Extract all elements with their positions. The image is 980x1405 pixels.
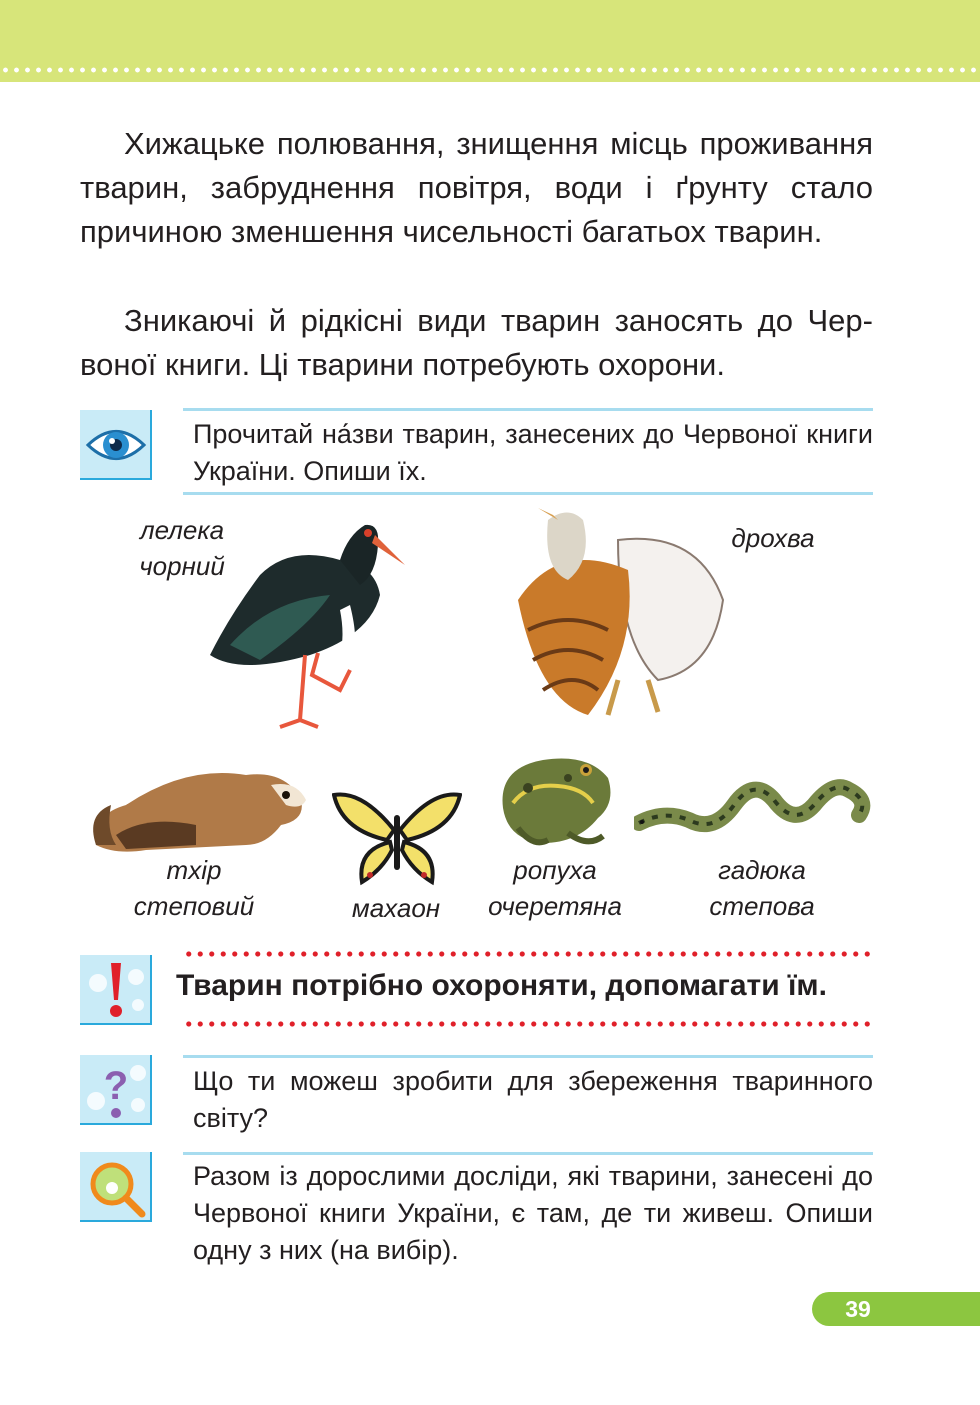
red-book-paragraph: Зникаючі й рідкісні види тварин заносять до Червоної книги. Ці тварини потребують охорони. xyxy=(80,303,873,382)
question-task-text: Що ти можеш зробити для збереження тваринного світу? xyxy=(193,1066,873,1133)
polecat-name: тхір xyxy=(166,855,222,885)
magnifier-icon xyxy=(80,1152,152,1222)
observe-task-text: Прочитай на́зви тварин, занесених до Червоної книги України. Опиши їх. xyxy=(193,419,873,486)
exclamation-icon xyxy=(80,955,152,1025)
question-rule-bottom xyxy=(183,1152,873,1155)
steppe-viper-image xyxy=(634,765,874,840)
svg-text:?: ? xyxy=(103,1064,129,1108)
research-task-text: Разом із дорослими досліди, які тварини, занесені до Червоної книги України, є там, де ти живеш. Опиши одну з них (на вибір). xyxy=(193,1161,873,1265)
task-rule-bottom xyxy=(183,492,873,495)
black-stork-image xyxy=(200,505,410,740)
question-rule-top xyxy=(183,1055,873,1058)
page-number: 39 xyxy=(845,1296,871,1322)
bustard-caption: дрохва xyxy=(731,523,815,553)
eye-icon xyxy=(80,410,152,480)
toad-caption xyxy=(478,852,632,924)
stork-species: чорний xyxy=(139,551,225,581)
viper-caption xyxy=(690,852,834,924)
viper-name: гадюка xyxy=(718,855,806,885)
steppe-polecat-image xyxy=(86,745,312,860)
toad-name: ропуха xyxy=(513,855,597,885)
red-dotted-line-top xyxy=(183,950,873,958)
question-icon xyxy=(80,1055,152,1125)
task-rule-top xyxy=(183,408,873,411)
toad-species: очеретяна xyxy=(488,891,622,921)
viper-species: степова xyxy=(709,891,815,921)
stork-name: лелека xyxy=(139,515,225,545)
rule-statement: Тварин потрібно охороняти, допомагати їм. xyxy=(176,969,827,1002)
swallowtail-butterfly-image xyxy=(332,790,462,890)
polecat-caption xyxy=(118,852,270,924)
polecat-species: степовий xyxy=(133,891,255,921)
natterjack-toad-image xyxy=(488,748,618,853)
header-dotted-border xyxy=(0,66,980,74)
red-dotted-line-bottom xyxy=(183,1020,873,1028)
intro-paragraph: Хижацьке полювання, знищення місць проживання тварин, забруднення повітря, води і ґрунту стало причиною зменшення чисельності багатьох тварин. xyxy=(80,126,873,249)
butterfly-caption: махаон xyxy=(351,893,441,923)
bustard-image xyxy=(498,500,728,730)
